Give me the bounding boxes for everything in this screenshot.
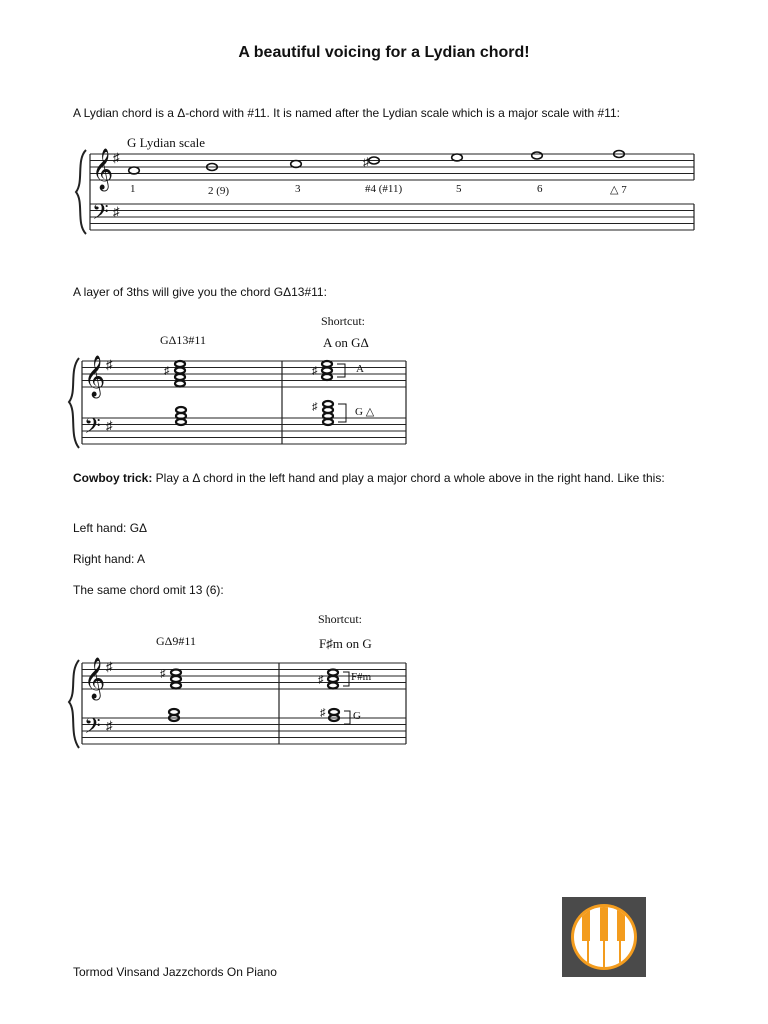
right-hand-line: Right hand: A	[73, 552, 146, 566]
scale-degree-1: 1	[130, 183, 136, 195]
cowboy-lead: Cowboy trick:	[73, 471, 153, 485]
cowboy-paragraph	[73, 469, 698, 487]
shortcut-label-2: Shortcut:	[318, 612, 362, 626]
scale-degree-4: #4 (#11)	[365, 183, 403, 195]
rh-label-1: A	[356, 363, 364, 375]
shortcut-chord-1: A on GΔ	[323, 335, 369, 350]
omit-paragraph: The same chord omit 13 (6):	[73, 583, 224, 597]
lh-label-2: G	[353, 710, 361, 722]
left-hand-line: Left hand: GΔ	[73, 521, 148, 535]
chord-label-2: GΔ9#11	[156, 634, 196, 648]
bass-clef-icon: 𝄢	[92, 200, 109, 229]
svg-text:♯: ♯	[318, 674, 324, 686]
svg-text:♯: ♯	[312, 365, 318, 377]
svg-text:𝄢: 𝄢	[84, 714, 101, 743]
treble-clef-icon: 𝄞	[92, 149, 114, 189]
svg-text:♯: ♯	[106, 357, 113, 372]
svg-text:𝄞: 𝄞	[84, 356, 106, 396]
shortcut-label-1: Shortcut:	[321, 314, 365, 328]
footer-text: Tormod Vinsand Jazzchords On Piano	[73, 965, 277, 979]
svg-text:♯: ♯	[106, 659, 113, 674]
scale-degree-5: 5	[456, 183, 462, 195]
scale-degree-6: 6	[537, 183, 543, 195]
svg-text:♯: ♯	[312, 401, 318, 413]
layer-paragraph: A layer of 3ths will give you the chord GΔ13#11:	[73, 285, 327, 299]
piano-logo	[562, 897, 646, 977]
svg-text:𝄢: 𝄢	[84, 414, 101, 443]
scale-degree-3: 3	[295, 183, 301, 195]
cowboy-text: Play a Δ chord in the left hand and play a major chord a whole above in the right hand. Like this:	[152, 471, 665, 485]
rh-label-2: F#m	[351, 671, 372, 683]
intro-paragraph: A Lydian chord is a Δ-chord with #11. It is named after the Lydian scale which is a major scale with #11:	[73, 106, 620, 120]
svg-text:♯: ♯	[113, 150, 120, 165]
svg-text:♯: ♯	[106, 718, 113, 733]
piano-keys-icon	[562, 897, 646, 977]
chord-label-1: GΔ13#11	[160, 333, 206, 347]
svg-text:♯: ♯	[106, 418, 113, 433]
svg-text:♯: ♯	[164, 365, 170, 377]
svg-text:♯: ♯	[363, 155, 369, 169]
scale-degree-2: 2 (9)	[208, 185, 230, 197]
scale-title: G Lydian scale	[127, 135, 205, 150]
lh-label-1: G △	[355, 406, 375, 418]
shortcut-chord-2: F♯m on G	[319, 636, 372, 651]
svg-text:𝄞: 𝄞	[84, 658, 106, 698]
svg-text:♯: ♯	[113, 204, 120, 219]
svg-text:♯: ♯	[160, 668, 166, 680]
scale-degree-7: △ 7	[610, 184, 627, 196]
page-title: A beautiful voicing for a Lydian chord!	[238, 44, 530, 61]
svg-text:♯: ♯	[320, 707, 326, 719]
